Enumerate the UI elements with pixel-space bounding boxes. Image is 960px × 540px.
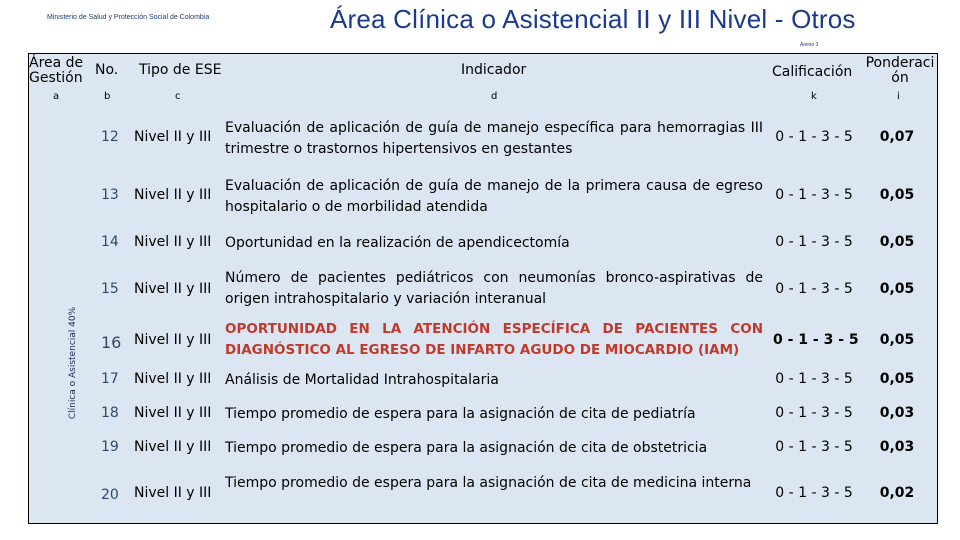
row-calificacion: 0 - 1 - 3 - 5 (775, 234, 853, 250)
row-ponderacion: 0,05 (879, 371, 915, 387)
row-calificacion: 0 - 1 - 3 - 5 (775, 187, 853, 203)
header-indicador: Indicador (461, 62, 527, 78)
row-ponderacion: 0,07 (879, 129, 915, 145)
row-calificacion: 0 - 1 - 3 - 5 (775, 485, 853, 501)
row-calificacion: 0 - 1 - 3 - 5 (775, 281, 853, 297)
page-title: Área Clínica o Asistencial II y III Nivel - Otros (330, 4, 856, 34)
header-area-line2: Gestión (29, 70, 83, 86)
row-tipo: Nivel II y III (134, 129, 212, 145)
row-ponderacion: 0,05 (879, 281, 915, 297)
header-area (29, 56, 85, 86)
row-number: 13 (101, 187, 119, 203)
row-number: 14 (101, 234, 119, 250)
row-ponderacion: 0,05 (879, 332, 915, 348)
header-tipo: Tipo de ESE (139, 62, 222, 78)
row-number: 18 (101, 405, 119, 421)
row-number: 12 (101, 129, 119, 145)
header-ponderacion-line1: Ponderaci (865, 55, 935, 71)
row-calificacion: 0 - 1 - 3 - 5 (775, 371, 853, 387)
row-tipo: Nivel II y III (134, 281, 212, 297)
row-tipo: Nivel II y III (134, 485, 212, 501)
row-tipo: Nivel II y III (134, 187, 212, 203)
header-ponderacion-line2: ón (891, 70, 909, 86)
row-tipo: Nivel II y III (134, 439, 212, 455)
letter-i: i (897, 91, 900, 102)
row-calificacion: 0 - 1 - 3 - 5 (775, 439, 853, 455)
row-indicador: Número de pacientes pediátricos con neumonías bronco-aspirativas de origen intrahospitalario y variación interanual (225, 270, 763, 307)
row-ponderacion: 0,03 (879, 439, 915, 455)
row-indicador: Evaluación de aplicación de guía de manejo de la primera causa de egreso hospitalario o de morbilidad atendida (225, 178, 763, 215)
letter-k: k (811, 91, 817, 102)
indicator-table (28, 53, 938, 524)
row-indicador: Tiempo promedio de espera para la asignación de cita de pediatría (225, 406, 696, 422)
row-indicador: Análisis de Mortalidad Intrahospitalaria (225, 372, 499, 388)
row-indicador: OPORTUNIDAD EN LA ATENCIÓN ESPECÍFICA DE PACIENTES CON DIAGNÓSTICO AL EGRESO DE INFARTO AGUDO DE MIOCARDIO (IAM) (225, 321, 763, 358)
row-ponderacion: 0,05 (879, 187, 915, 203)
row-number: 19 (101, 439, 119, 455)
row-number: 16 (101, 333, 122, 352)
row-ponderacion: 0,02 (879, 485, 915, 501)
letter-c: c (175, 91, 181, 102)
row-number: 17 (101, 371, 119, 387)
row-indicador: Evaluación de aplicación de guía de manejo específica para hemorragias III trimestre o trastornos hipertensivos en gestantes (225, 120, 763, 157)
header-ponderacion (863, 56, 937, 86)
row-ponderacion: 0,03 (879, 405, 915, 421)
row-tipo: Nivel II y III (134, 371, 212, 387)
row-calificacion: 0 - 1 - 3 - 5 (773, 332, 859, 348)
annex-label: Anexo 3 (800, 42, 819, 48)
letter-b: b (104, 91, 111, 102)
header-area-line1: Área de (29, 55, 84, 71)
letter-d: d (491, 91, 498, 102)
row-indicador: Tiempo promedio de espera para la asignación de cita de medicina interna (225, 475, 752, 491)
row-indicador: Oportunidad en la realización de apendicectomía (225, 235, 570, 251)
row-number: 15 (101, 281, 119, 297)
ministry-label: Ministerio de Salud y Protección Social de Colombia (47, 14, 210, 21)
row-number: 20 (101, 487, 119, 503)
row-tipo: Nivel II y III (134, 332, 212, 348)
header-calificacion: Calificación (772, 64, 853, 80)
letter-a: a (53, 91, 60, 102)
row-calificacion: 0 - 1 - 3 - 5 (775, 405, 853, 421)
row-tipo: Nivel II y III (134, 234, 212, 250)
header-no: No. (95, 62, 119, 78)
area-vertical-label: Clínica o Asistencial 40% (68, 306, 78, 420)
row-indicador: Tiempo promedio de espera para la asignación de cita de obstetricia (225, 440, 708, 456)
row-tipo: Nivel II y III (134, 405, 212, 421)
row-calificacion: 0 - 1 - 3 - 5 (775, 129, 853, 145)
row-ponderacion: 0,05 (879, 234, 915, 250)
